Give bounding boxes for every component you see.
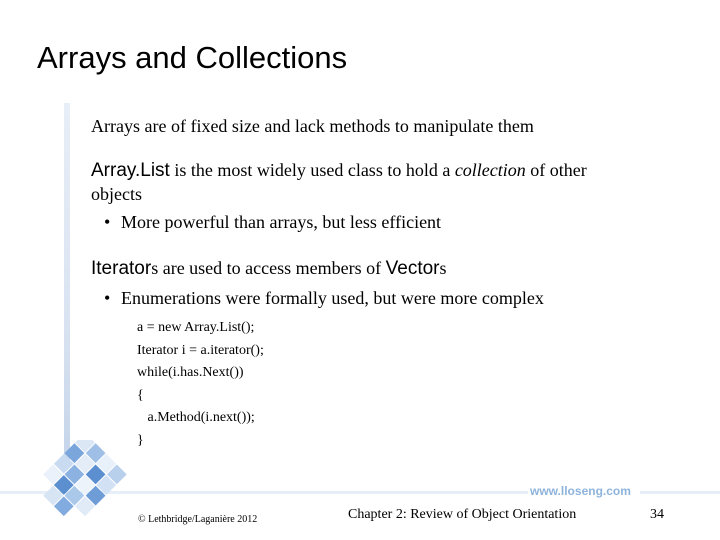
bullet-powerful	[104, 212, 441, 233]
code-term-iterator: Iterator	[91, 258, 152, 279]
accent-bar	[64, 103, 70, 463]
code-term-arraylist: Array.List	[91, 160, 170, 181]
code-term-vector: Vector	[385, 258, 440, 279]
bullet-marker: •	[104, 212, 111, 232]
arraylist-text-b: of other	[525, 160, 587, 180]
mosaic-logo-icon	[30, 440, 140, 530]
code-line: while(i.has.Next())	[137, 365, 244, 380]
code-line: Iterator i = a.iterator();	[137, 342, 264, 358]
code-line: }	[137, 432, 144, 448]
footer-chapter: Chapter 2: Review of Object Orientation	[348, 507, 577, 522]
code-line: a.Method(i.next());	[137, 410, 255, 425]
footer-rule-right	[640, 491, 720, 494]
paragraph-iterators	[91, 258, 447, 280]
collection-italic: collection	[454, 160, 526, 180]
paragraph-arraylist-line2: objects	[91, 184, 142, 204]
code-line: {	[137, 387, 144, 403]
arraylist-text-a: is the most widely used class to hold a	[169, 160, 455, 180]
paragraph-arraylist	[91, 160, 587, 182]
bullet-enumerations-text: Enumerations were formally used, but were more complex	[121, 288, 544, 308]
footer-url: www.lloseng.com	[530, 484, 631, 498]
paragraph-arrays: Arrays are of fixed size and lack methods to manipulate them	[91, 116, 534, 136]
bullet-enumerations	[104, 288, 544, 309]
code-block	[137, 317, 264, 452]
code-line: a = new Array.List();	[137, 320, 255, 335]
iterators-text-b: s	[439, 258, 447, 278]
bullet-marker: •	[104, 288, 111, 308]
page-number: 34	[650, 507, 664, 522]
slide-title: Arrays and Collections	[37, 40, 348, 75]
bullet-powerful-text: More powerful than arrays, but less efficient	[121, 212, 442, 232]
iterators-text-a: s are used to access members of	[151, 258, 386, 278]
footer-copyright: © Lethbridge/Laganière 2012	[138, 514, 258, 525]
